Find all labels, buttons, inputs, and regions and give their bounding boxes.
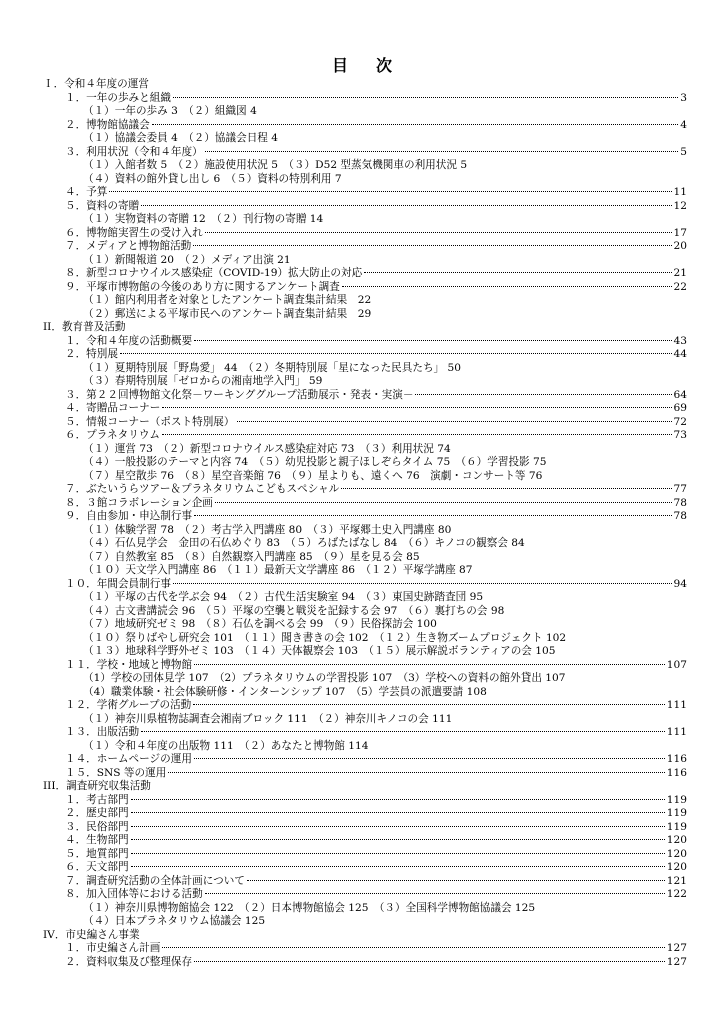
toc-entry	[43, 348, 687, 362]
toc-entry-title: １４．ホームページの運用	[65, 753, 192, 765]
toc-entry-title: （１）新聞報道 20 （２）メディア出演 21	[83, 253, 291, 266]
leader-dots	[109, 191, 671, 192]
toc-page-number: 22	[673, 280, 687, 293]
toc-page-number: 43	[673, 334, 687, 347]
toc-page-number: 21	[673, 267, 687, 279]
toc-entry-title: ４．生物部門	[65, 834, 129, 846]
toc-entry-title: （２）郵送による平塚市民へのアンケート調査集計結果 29	[83, 307, 372, 320]
toc-page-number: 3	[680, 91, 687, 104]
leader-dots	[131, 812, 665, 813]
toc-entry-title: ８．新型コロナウイルス感染症（COVID-19）拡大防止の対応	[65, 267, 363, 279]
toc-entry-title: （１３）地球科学野外ゼミ 103 （１４）天体観察会 103 （１５）展示解説ボランティアの会 105	[83, 645, 556, 657]
toc-entry-title: （４）石仏見学会 金田の石仏めぐり 83 （５）ろばたばなし 84 （６）キノコの観察会 84	[83, 537, 525, 549]
table-of-contents	[43, 54, 687, 969]
toc-page-number: 78	[673, 510, 687, 522]
toc-entry	[43, 578, 687, 592]
toc-page-number: 120	[666, 861, 687, 873]
leader-dots	[194, 664, 665, 665]
leader-dots	[342, 286, 672, 287]
toc-entry-title: （１）体験学習 78 （２）考古学入門講座 80 （３）平塚郷土史入門講座 80	[83, 523, 452, 536]
toc-entry-title: （７）自然教室 85 （８）自然観察入門講座 85 （９）星を見る会 85	[83, 550, 420, 563]
toc-entry-title: （４）一般投影のテーマと内容 74 （５）幼児投影と親子ほしぞらタイム 75 （６）学習投影 75	[83, 456, 547, 468]
toc-entry-title: ７．調査研究活動の全体計画について	[65, 874, 245, 887]
toc-page-number: 111	[666, 699, 687, 711]
toc-page-number: 120	[666, 834, 687, 846]
toc-subentry	[43, 254, 687, 268]
leader-dots	[162, 947, 664, 948]
toc-entry-title: （４）日本プラネタリウム協議会 125	[83, 915, 266, 927]
toc-page-number: 17	[673, 226, 687, 239]
toc-subentry	[43, 686, 687, 700]
toc-entry-title: ４．寄贈品コーナー	[65, 402, 161, 414]
page-title: 目 次	[331, 56, 398, 75]
toc-entry-title: （１０）天文学入門講座 86 （１１）最新天文学講座 86 （１２）平塚学講座 87	[83, 564, 473, 576]
toc-entry	[43, 510, 687, 524]
toc-entry-title: ９．自由参加・申込制行事	[65, 510, 193, 522]
toc-entry-title: （１）入館者数 5 （２）施設使用状況 5 （３）D52 型蒸気機関車の利用状況 5	[83, 159, 468, 171]
leader-dots	[173, 97, 678, 98]
toc-entry-title: ９．平塚市博物館の今後のあり方に関するアンケート調査	[65, 280, 340, 293]
leader-dots	[205, 232, 672, 233]
toc-entry-title: １．考古部門	[65, 793, 129, 806]
toc-entry-title: （１）協議会委員 4 （２）協議会日程 4	[83, 132, 279, 144]
toc-subentry	[43, 713, 687, 727]
toc-entry	[43, 726, 687, 740]
toc-entry-title: ６．プラネタリウム	[65, 429, 160, 441]
leader-dots	[415, 394, 671, 395]
leader-dots	[120, 353, 672, 354]
toc-entry-title: （１）館内利用者を対象としたアンケート調査集計結果 22	[83, 294, 372, 306]
leader-dots	[194, 961, 665, 962]
toc-section-heading	[43, 929, 687, 943]
toc-subentry	[43, 173, 687, 187]
toc-page-number: 77	[673, 483, 687, 495]
leader-dots	[194, 340, 671, 341]
leader-dots	[193, 245, 671, 246]
toc-subentry	[43, 537, 687, 551]
leader-dots	[141, 731, 665, 732]
toc-entry-title: （１０）祭りばやし研究会 101 （１１）聞き書きの会 102 （１２）生き物ズームプロジェクト 102	[83, 631, 567, 644]
toc-subentry	[43, 294, 687, 308]
toc-entry-title: （1）学校の団体見学 107 （2）プラネタリウムの学習投影 107 （3）学校への資料の館外貸出 107	[83, 672, 566, 684]
leader-dots	[162, 434, 672, 435]
toc-entry	[43, 227, 687, 241]
toc-entry	[43, 119, 687, 133]
toc-entry-title: ５．情報コーナー（ポスト特別展）	[65, 415, 235, 428]
toc-entry	[43, 281, 687, 295]
toc-page-number: 119	[666, 807, 687, 819]
toc-entry-title: １３．出版活動	[65, 726, 140, 738]
toc-entry	[43, 942, 687, 956]
toc-entry-title: （１）平塚の古代を学ぶ会 94 （２）古代生活実験室 94 （３）東国史跡踏査団 95	[83, 591, 484, 603]
toc-entry-title: （７）地域研究ゼミ 98 （８）石仏を調べる会 99 （９）民俗探訪会 100	[83, 618, 437, 630]
toc-entry-title: ６．博物館実習生の受け入れ	[65, 226, 203, 239]
leader-dots	[141, 205, 671, 206]
leader-dots	[341, 488, 671, 489]
toc-page-number: 116	[666, 753, 687, 765]
toc-entry-title: III．調査研究収集活動	[43, 780, 151, 792]
toc-subentry	[43, 470, 687, 484]
toc-entry	[43, 834, 687, 848]
toc-page-number: 69	[673, 402, 687, 414]
toc-entry-title: １０．年間会員制行事	[65, 577, 171, 590]
leader-dots	[193, 704, 664, 705]
toc-subentry	[43, 902, 687, 916]
toc-entry-title: １．令和４年度の活動概要	[65, 334, 193, 347]
toc-entry	[43, 92, 687, 106]
toc-entry-title: （4）職業体験・社会体験研修・インターンシップ 107 （5）学芸員の派遣要請 108	[83, 685, 487, 698]
toc-subentry	[43, 591, 687, 605]
toc-entry	[43, 186, 687, 200]
toc-entry	[43, 875, 687, 889]
toc-page-number: 116	[666, 766, 687, 779]
toc-entry-title: （４）古文書講読会 96 （５）平塚の空襲と戦災を記録する会 97 （６）裏打ちの会 98	[83, 604, 505, 617]
toc-page-number: 4	[680, 118, 687, 131]
toc-page-number: 72	[673, 415, 687, 428]
leader-dots	[237, 421, 672, 422]
toc-subentry	[43, 672, 687, 686]
toc-page-number: 78	[673, 496, 687, 509]
toc-subentry	[43, 740, 687, 754]
toc-entry	[43, 483, 687, 497]
toc-entry	[43, 821, 687, 835]
toc-entry	[43, 888, 687, 902]
toc-subentry	[43, 645, 687, 659]
toc-entry-title: ５．地質部門	[65, 847, 129, 860]
toc-subentry	[43, 362, 687, 376]
toc-page-number: 122	[666, 888, 687, 900]
toc-subentry	[43, 605, 687, 619]
toc-list	[43, 78, 687, 969]
toc-entry-title: ５．資料の寄贈	[65, 199, 140, 212]
toc-entry-title: （１）実物資料の寄贈 12 （２）刊行物の寄贈 14	[83, 213, 324, 225]
leader-dots	[168, 772, 664, 773]
leader-dots	[215, 502, 672, 503]
leader-dots	[205, 893, 665, 894]
toc-page-number: 44	[673, 348, 687, 360]
leader-dots	[131, 853, 665, 854]
toc-subentry	[43, 308, 687, 322]
leader-dots	[131, 839, 665, 840]
toc-entry	[43, 956, 687, 970]
toc-entry-title: ２．特別展	[65, 348, 118, 360]
toc-entry-title: （７）星空散歩 76 （８）星空音楽館 76 （９）星よりも、遠くへ 76 演劇・コンサート等 76	[83, 469, 543, 482]
toc-entry-title: ７．メディアと博物館活動	[65, 240, 192, 252]
toc-entry-title: １２．学術グループの活動	[65, 699, 192, 711]
leader-dots	[131, 799, 665, 800]
toc-subentry	[43, 632, 687, 646]
toc-subentry	[43, 159, 687, 173]
toc-entry	[43, 767, 687, 781]
toc-page-number: 119	[666, 820, 687, 833]
toc-page-number: 111	[666, 726, 687, 738]
toc-entry-title: ４．予算	[65, 186, 108, 198]
toc-entry	[43, 402, 687, 416]
toc-entry	[43, 861, 687, 875]
toc-entry-title: ６．天文部門	[65, 861, 129, 873]
toc-entry	[43, 146, 687, 160]
leader-dots	[194, 515, 671, 516]
toc-entry-title: ８．３館コラボレーション企画	[65, 496, 213, 509]
toc-entry-title: ２．歴史部門	[65, 807, 129, 819]
toc-page-number: 121	[666, 874, 687, 887]
toc-subentry	[43, 105, 687, 119]
toc-subentry	[43, 618, 687, 632]
toc-entry	[43, 848, 687, 862]
toc-entry-title: （１）運営 73 （２）新型コロナウイルス感染症対応 73 （３）利用状況 74	[83, 442, 451, 455]
toc-subentry	[43, 551, 687, 565]
toc-subentry	[43, 564, 687, 578]
toc-page-number: 119	[666, 793, 687, 806]
toc-section-heading	[43, 780, 687, 794]
toc-entry-title: ２．博物館協議会	[65, 118, 150, 131]
toc-entry-title: ３．利用状況（令和４年度）	[65, 145, 203, 158]
toc-entry-title: （１）神奈川県植物誌調査会湘南ブロック 111 （２）神奈川キノコの会 111	[83, 712, 453, 725]
leader-dots	[205, 151, 679, 152]
toc-subentry	[43, 132, 687, 146]
toc-entry-title: １．市史編さん計画	[65, 942, 161, 954]
toc-entry	[43, 497, 687, 511]
toc-entry-title: （１）一年の歩み 3 （２）組織図 4	[83, 105, 257, 117]
toc-page-number: 20	[673, 240, 687, 252]
toc-entry-title: IV．市史編さん事業	[43, 928, 140, 941]
toc-subentry	[43, 524, 687, 538]
toc-page-number: 127	[666, 955, 687, 968]
toc-entry	[43, 429, 687, 443]
toc-entry-title: １５．SNS 等の運用	[65, 766, 167, 779]
toc-entry-title: １．一年の歩みと組織	[65, 91, 171, 104]
leader-dots	[152, 124, 679, 125]
toc-entry	[43, 659, 687, 673]
toc-entry-title: （４）資料の館外貸し出し 6 （５）資料の特別利用 7	[83, 172, 342, 185]
toc-page-number: 94	[673, 577, 687, 590]
toc-entry	[43, 389, 687, 403]
leader-dots	[162, 407, 671, 408]
toc-page-number: 11	[673, 186, 687, 198]
toc-subentry	[43, 443, 687, 457]
toc-subentry	[43, 456, 687, 470]
toc-entry-title: １１．学校・地域と博物館	[65, 658, 193, 671]
toc-entry-title: （１）令和４年度の出版物 111 （２）あなたと博物館 114	[83, 739, 369, 752]
toc-entry-title: （１）神奈川県博物館協会 122 （２）日本博物館協会 125 （３）全国科学博物館協議会 125	[83, 901, 536, 914]
toc-page-number: 64	[673, 388, 687, 401]
toc-entry	[43, 267, 687, 281]
toc-entry	[43, 200, 687, 214]
leader-dots	[131, 866, 665, 867]
toc-entry-title: ３．民俗部門	[65, 820, 129, 833]
toc-entry-title: ７．ぶたいうらツアー＆プラネタリウムこどもスペシャル	[65, 483, 340, 495]
toc-entry-title: Ｉ．令和４年度の運営	[43, 78, 149, 90]
toc-entry	[43, 240, 687, 254]
toc-entry-title: ８．加入団体等における活動	[65, 888, 203, 900]
leader-dots	[364, 272, 671, 273]
toc-entry-title: （３）春期特別展「ゼロからの湘南地学入門」 59	[83, 375, 323, 387]
toc-entry-title: （１）夏期特別展「野鳥愛」 44 （２）冬期特別展「星になった民具たち」 50	[83, 361, 461, 374]
toc-page-number: 5	[680, 145, 687, 158]
toc-page-number: 120	[666, 847, 687, 860]
toc-page-number: 73	[673, 429, 687, 441]
leader-dots	[173, 583, 672, 584]
toc-entry	[43, 699, 687, 713]
toc-section-heading	[43, 321, 687, 335]
toc-subentry	[43, 915, 687, 929]
toc-entry	[43, 416, 687, 430]
leader-dots	[247, 880, 665, 881]
toc-page-number: 127	[666, 942, 687, 954]
leader-dots	[131, 826, 665, 827]
toc-entry-title: ３．第２２回博物館文化祭－ワーキンググループ活動展示・発表・実演－	[65, 388, 414, 401]
toc-section-heading	[43, 78, 687, 92]
toc-entry	[43, 794, 687, 808]
toc-page-number: 107	[666, 658, 687, 671]
toc-page-number: 12	[673, 199, 687, 212]
toc-entry	[43, 807, 687, 821]
toc-subentry	[43, 375, 687, 389]
toc-entry-title: ２．資料収集及び整理保存	[65, 955, 193, 968]
toc-entry	[43, 335, 687, 349]
leader-dots	[194, 758, 665, 759]
toc-entry-title: II．教育普及活動	[43, 321, 126, 333]
toc-entry	[43, 753, 687, 767]
toc-subentry	[43, 213, 687, 227]
